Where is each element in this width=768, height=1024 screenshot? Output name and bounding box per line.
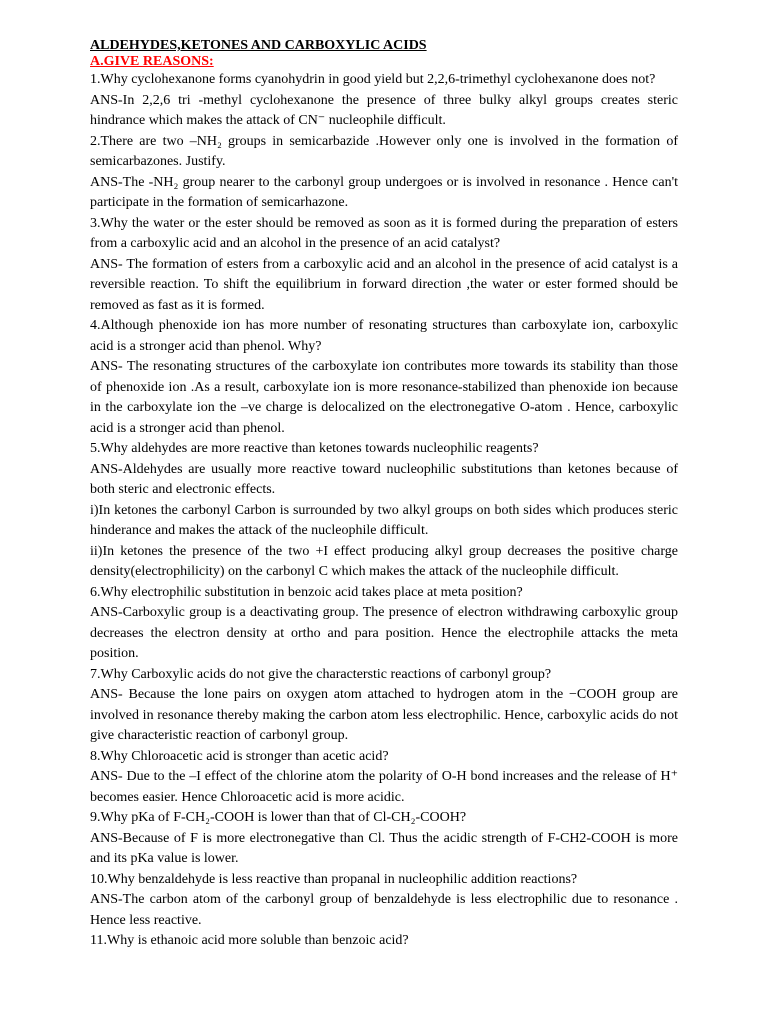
qa-list <box>90 70 678 952</box>
answer-10: ANS-The carbon atom of the carbonyl group of benzaldehyde is less electrophilic due to resonance . Hence less reactive. <box>90 892 678 928</box>
answer-3: ANS- The formation of esters from a carboxylic acid and an alcohol in the presence of acid catalyst is a reversible reaction. To shift the equilibrium in forward direction ,the water or ester formed should be removed as fast as it is formed. <box>90 256 678 313</box>
section-heading: A.GIVE REASONS: <box>90 54 214 69</box>
answer-9: ANS-Because of F is more electronegative than Cl. Thus the acidic strength of F-CH2-COOH is more and its pKa value is lower. <box>90 830 678 866</box>
answer-5-point-1: i)In ketones the carbonyl Carbon is surrounded by two alkyl groups on both sides which produces steric hinderance and makes the attack of the nucleophile difficult. <box>90 502 678 538</box>
answer-1: ANS-In 2,2,6 tri -methyl cyclohexanone the presence of three bulky alkyl groups creates steric hindrance which makes the attack of CN⁻ nucleophile difficult. <box>90 92 678 128</box>
document-title: ALDEHYDES,KETONES AND CARBOXYLIC ACIDS <box>90 38 427 53</box>
answer-4: ANS- The resonating structures of the carboxylate ion contributes more towards its stability than those of phenoxide ion .As a result, carboxylate ion is more resonance-stabilized than phenoxide ion because in the carboxylate ion the –ve charge is delocalized on the electronegative O-atom . Hence, carboxylic acid is a stronger acid than phenol. <box>90 359 678 436</box>
question-10: 10.Why benzaldehyde is less reactive than propanal in nucleophilic addition reactions? <box>90 871 578 887</box>
question-6: 6.Why electrophilic substitution in benzoic acid takes place at meta position? <box>90 584 523 600</box>
question-11: 11.Why is ethanoic acid more soluble than benzoic acid? <box>90 933 409 948</box>
document-page <box>90 38 678 952</box>
question-5: 5.Why aldehydes are more reactive than ketones towards nucleophilic reagents? <box>90 441 539 456</box>
answer-5-point-2: ii)In ketones the presence of the two +I effect producing alkyl group decreases the positive charge density(electrophilicity) on the carbonyl C which makes the attack of the nucleophile difficult. <box>90 543 678 579</box>
question-1: 1.Why cyclohexanone forms cyanohydrin in good yield but 2,2,6-trimethyl cyclohexanone does not? <box>90 72 656 87</box>
answer-8: ANS- Due to the –I effect of the chlorine atom the polarity of O-H bond increases and the release of H⁺ becomes easier. Hence Chloroacetic acid is more acidic. <box>90 769 678 805</box>
answer-5: ANS-Aldehydes are usually more reactive toward nucleophilic substitutions than ketones because of both steric and electronic effects. <box>90 461 678 497</box>
question-9: 9.Why pKa of F-CH₂-COOH is lower than that of Cl-CH₂-COOH? <box>90 810 467 825</box>
answer-6: ANS-Carboxylic group is a deactivating group. The presence of electron withdrawing carboxylic group decreases the electron density at ortho and para position. Hence the electrophile attacks the meta position. <box>90 605 678 661</box>
question-7: 7.Why Carboxylic acids do not give the characterstic reactions of carbonyl group? <box>90 666 552 682</box>
question-4: 4.Although phenoxide ion has more number of resonating structures than carboxylate ion, carboxylic acid is a stronger acid than phenol. Why? <box>90 318 678 354</box>
answer-7: ANS- Because the lone pairs on oxygen atom attached to hydrogen atom in the −COOH group are involved in resonance thereby making the carbon atom less electrophilic. Hence, carboxylic acids do not give characteristic reaction of carbonyl group. <box>90 687 678 743</box>
question-3: 3.Why the water or the ester should be removed as soon as it is formed during the preparation of esters from a carboxylic acid and an alcohol in the presence of an acid catalyst? <box>90 215 678 251</box>
question-8: 8.Why Chloroacetic acid is stronger than acetic acid? <box>90 748 389 764</box>
question-2: 2.There are two –NH₂ groups in semicarbazide .However only one is involved in the formation of semicarbazones. Justify. <box>90 133 678 169</box>
answer-2: ANS-The -NH₂ group nearer to the carbonyl group undergoes or is involved in resonance . Hence can't participate in the formation of semicarhazone. <box>90 174 678 210</box>
